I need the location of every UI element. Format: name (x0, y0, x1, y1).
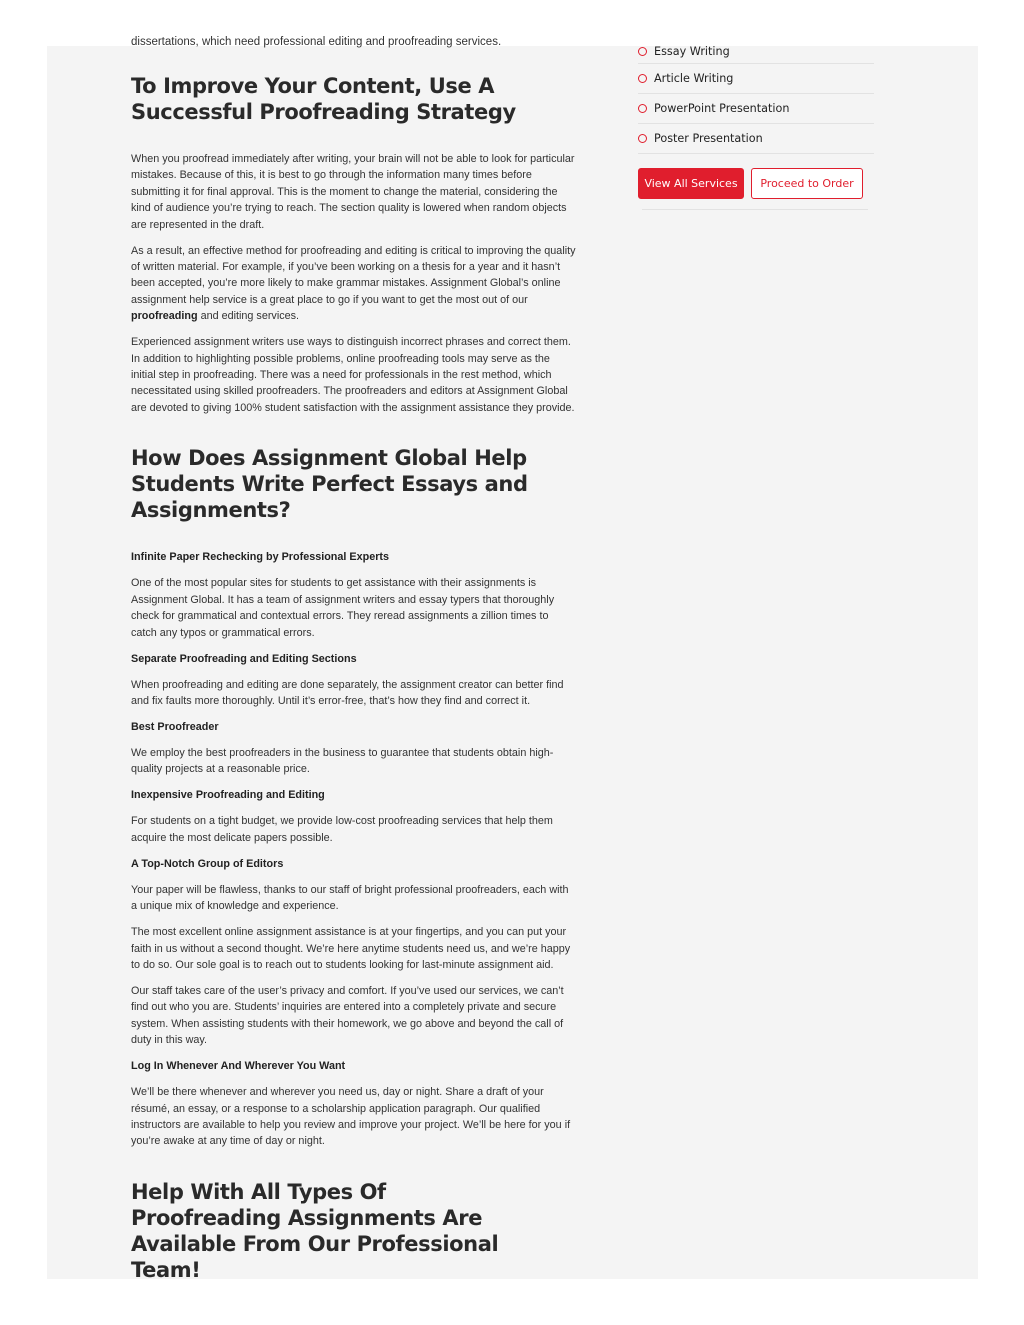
paragraph-text: As a result, an effective method for proofreading and editing is critical to improving the quality of written material. For example, if you’ve been working on a thesis for a year and it hasn’t been accepted, you’re more likely to make grammar mistakes. Assignment Global’s online assignment help service is a great place to go if you want to get the most out of our (131, 244, 576, 306)
subheading: Inexpensive Proofreading and Editing (131, 789, 325, 802)
subheading: Best Proofreader (131, 720, 219, 733)
section-heading-help-with-all-types: Help With All Types Of Proofreading Assignments Are Available From Our Professional Team! (131, 1179, 499, 1282)
service-item-powerpoint-presentation[interactable] (638, 94, 874, 124)
sidebar-button-row (638, 168, 874, 199)
section-heading-proofreading-strategy: To Improve Your Content, Use A Successful Proofreading Strategy (131, 74, 516, 124)
paragraph: When you proofread immediately after writing, your brain will not be able to look for particular mistakes. Because of this, it is best to go through the information many times before submitting it for final approval. This is the moment to change the material, considering the kind of audience you’re trying to reach. The section quality is lowered when random objects are represented in the draft. (131, 153, 575, 231)
main-article (131, 34, 577, 1283)
circle-bullet-icon (638, 47, 647, 56)
service-label: PowerPoint Presentation (654, 102, 790, 115)
paragraph: Your paper will be flawless, thanks to our staff of bright professional proofreaders, each with a unique mix of knowledge and experience. (131, 883, 569, 913)
service-label: Essay Writing (654, 45, 730, 58)
section-heading-how-assignment-global-helps: How Does Assignment Global Help Students Write Perfect Essays and Assignments? (131, 446, 528, 523)
service-label: Article Writing (654, 72, 734, 85)
paragraph: We’ll be there whenever and wherever you need us, day or night. Share a draft of your résumé, an essay, or a response to a scholarship application paragraph. Our qualified instructors are available to help you review and improve your project. We’ll be here for you if you’re awake at any time of day or night. (131, 1086, 571, 1148)
sidebar-divider (642, 209, 868, 210)
view-all-services-button[interactable]: View All Services (638, 168, 744, 199)
service-label: Poster Presentation (654, 132, 763, 145)
paragraph: The most excellent online assignment assistance is at your fingertips, and you can put your faith in us without a second thought. We’re here anytime students need us, and we’re happy to do so. Our sole goal is to reach out to students looking for last-minute assignment aid. (131, 926, 571, 971)
paragraph: When proofreading and editing are done separately, the assignment creator can better find and fix faults more thoroughly. Until it’s error-free, that’s how they find and correct it. (131, 678, 564, 707)
paragraph (131, 243, 577, 325)
proofreading-link[interactable]: proofreading (131, 310, 198, 323)
subheading: Log In Whenever And Wherever You Want (131, 1060, 346, 1073)
subheading: A Top-Notch Group of Editors (131, 857, 284, 870)
paragraph: Experienced assignment writers use ways to distinguish incorrect phrases and correct them. In addition to highlighting possible problems, online proofreading tools may serve as the initial step in proofreading. There was a need for professionals in the rest method, which necessitated using skilled proofreaders. The proofreaders and editors at Assignment Global are devoted to giving 100% student satisfaction with the assignment assistance they provide. (131, 336, 575, 414)
service-item-article-writing[interactable] (638, 64, 874, 94)
intro-paragraph-tail: dissertations, which need professional editing and proofreading services. (131, 36, 502, 48)
subheading: Infinite Paper Rechecking by Professional Experts (131, 551, 390, 564)
circle-bullet-icon (638, 104, 647, 113)
proceed-to-order-button[interactable]: Proceed to Order (751, 168, 863, 199)
circle-bullet-icon (638, 74, 647, 83)
service-item-poster-presentation[interactable] (638, 124, 874, 154)
service-item-essay-writing[interactable] (638, 40, 874, 64)
subheading: Separate Proofreading and Editing Sections (131, 652, 357, 665)
paragraph: For students on a tight budget, we provide low-cost proofreading services that help them acquire the most delicate papers possible. (131, 815, 553, 844)
content-panel (47, 36, 978, 1282)
paragraph: Our staff takes care of the user’s privacy and comfort. If you’ve used our services, we can’t find out who you are. Students’ inquiries are entered into a completely private and secure system. When assisting students with their homework, we go above and beyond the call of duty in this way. (131, 984, 564, 1047)
services-sidebar (624, 46, 874, 249)
circle-bullet-icon (638, 134, 647, 143)
paragraph: We employ the best proofreaders in the business to guarantee that students obtain high-quality projects at a reasonable price. (131, 746, 554, 776)
paragraph: One of the most popular sites for students to get assistance with their assignments is Assignment Global. It has a team of assignment writers and essay typers that thoroughly check for grammatical and contextual errors. They reread assignments a zillion times to catch any typos or grammatical errors. (131, 577, 555, 639)
paragraph-text: and editing services. (197, 310, 300, 323)
